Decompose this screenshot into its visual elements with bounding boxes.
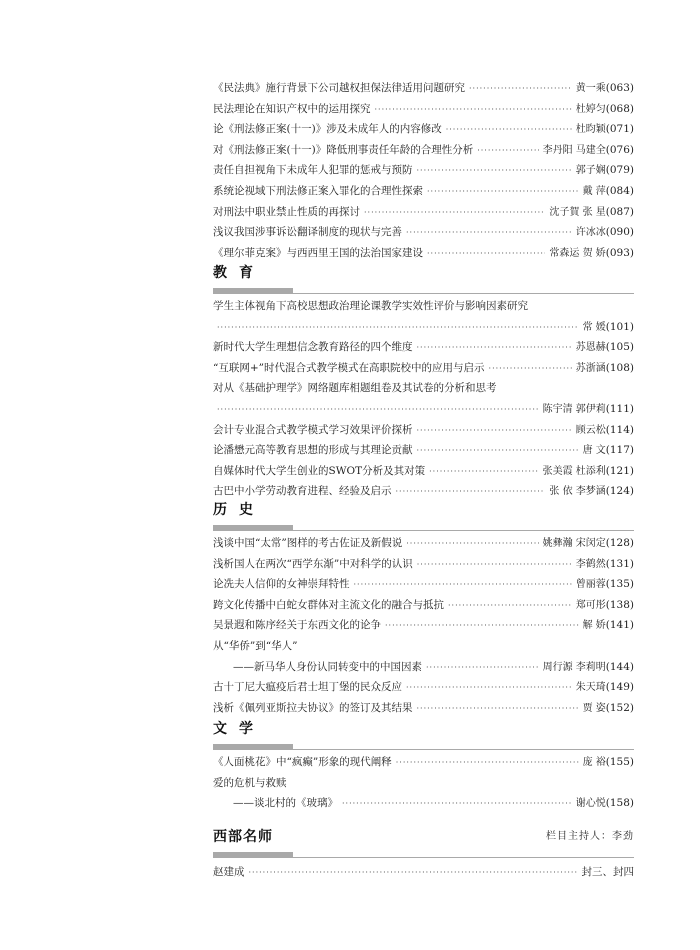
leader-dots [417, 338, 572, 359]
entry-page-number: (144) [605, 660, 634, 673]
leader-dots [417, 421, 572, 442]
entry-author: 常森运 贺 娇 [549, 247, 606, 259]
toc-entry [213, 554, 634, 575]
toc-entry [213, 862, 634, 883]
entry-author: 苏浙涵 [575, 362, 606, 374]
section-title: 教育 [213, 265, 265, 281]
section-mentors [213, 826, 634, 858]
toc-entry [213, 595, 634, 616]
toc-entry [213, 677, 634, 698]
section-literature [213, 718, 634, 750]
entry-page-number: (158) [605, 797, 634, 810]
toc-entry [213, 317, 634, 338]
entry-page-number: (068) [605, 102, 634, 115]
entry-author: 姚彝瀚 宋闵定 [542, 538, 606, 549]
entry-page-number: (138) [605, 598, 634, 611]
entry-author: 贾 姿 [582, 702, 606, 714]
entry-title: ——谈北村的《玻璃》 [233, 797, 338, 810]
toc-entry [213, 140, 634, 161]
entry-author: 沈子賀 张 星 [549, 206, 606, 218]
leader-dots [375, 100, 572, 121]
entry-page-number: (152) [605, 701, 634, 714]
toc-entry [213, 698, 634, 719]
entry-author: 顾云松 [575, 424, 606, 436]
entry-page-number: (090) [605, 226, 634, 239]
entry-title: 论潘懋元高等教育思想的形成与其理论贡献 [213, 444, 413, 457]
leader-dots [364, 203, 545, 224]
entry-title: 系统论视域下刑法修正案入罪化的合理性探索 [213, 184, 423, 197]
entry-author: 常 媛 [582, 321, 606, 333]
section-rule [213, 525, 634, 531]
entry-author: 谢心悦 [575, 798, 606, 810]
entry-title: 爱的危机与救赎 [213, 776, 287, 789]
section-history [213, 499, 634, 531]
leader-dots [477, 141, 538, 162]
entry-page-number: (155) [605, 756, 634, 768]
entry-page-number: (114) [605, 423, 634, 436]
toc-entry [213, 636, 634, 657]
entry-title: 对《刑法修正案(十一)》降低刑事责任年龄的合理性分析 [213, 143, 474, 156]
toc-entry [213, 461, 634, 482]
leader-dots [249, 863, 578, 884]
entry-page-number: (105) [605, 341, 634, 354]
leader-dots [417, 555, 572, 576]
toc-entry [213, 358, 634, 379]
entry-author: 杜昀颖 [575, 124, 606, 136]
entry-title: 《理尔菲克案》与西西里王国的法治国家建设 [213, 246, 423, 259]
entry-title: 古十丁尼大瘟疫后君士坦丁堡的民众反应 [213, 681, 402, 694]
toc-entry [213, 378, 634, 399]
entry-title: 从“华侨”到“华人” [213, 639, 298, 652]
entry-title: 浅议我国涉事诉讼翻译制度的现状与完善 [213, 226, 402, 239]
entry-page-number: (101) [605, 320, 634, 333]
entry-author: 陈宇清 郭伊莉 [542, 403, 606, 415]
entry-page-number: (121) [605, 464, 634, 477]
leader-dots [406, 678, 572, 699]
entry-title: 对从《基础护理学》网络题库相题组卷及其试卷的分析和思考 [213, 382, 497, 395]
section-title: 西部名师 [213, 829, 273, 845]
leader-dots [217, 318, 579, 339]
leader-dots [217, 400, 539, 421]
toc-entry [213, 574, 634, 595]
toc-entry [213, 793, 634, 814]
education-list [213, 296, 634, 502]
toc-entry [213, 202, 634, 223]
entry-author: 唐 文 [582, 445, 606, 457]
entry-page-number: (117) [605, 444, 634, 457]
entry-page-number: (093) [605, 246, 634, 259]
entry-author: 杜婷匀 [575, 103, 606, 115]
entry-title: 浅析《佩列亚斯拉夫协议》的签订及其结果 [213, 701, 413, 714]
leader-dots [385, 616, 579, 637]
entry-title: 《人面桃花》中“疯癫”形象的现代阐释 [213, 756, 392, 768]
entry-author: 黄一乘 [575, 83, 606, 94]
leader-dots [396, 753, 579, 774]
leader-dots [489, 359, 572, 380]
entry-title: 会计专业混合式教学模式学习效果评价探析 [213, 423, 413, 436]
section-rule [213, 744, 634, 750]
entry-page-number: (149) [605, 681, 634, 694]
toc-entry [213, 399, 634, 420]
toc-entry [213, 615, 634, 636]
toc-entry [213, 99, 634, 120]
entry-page-number: (063) [605, 82, 634, 94]
entry-title: 跨文化传播中白蛇女群体对主流文化的融合与抵抗 [213, 598, 444, 611]
entry-author: 李丹阳 马建全 [542, 144, 606, 156]
leader-dots [417, 161, 572, 182]
entry-author: 周行源 李莉明 [542, 661, 606, 673]
entry-page-number: (131) [605, 557, 634, 570]
section-education [213, 262, 634, 294]
entry-title: 论冼夫人信仰的女神崇拜特性 [213, 578, 350, 591]
toc-entry [213, 160, 634, 181]
leader-dots [417, 441, 579, 462]
leader-dots [417, 699, 579, 720]
toc-entry [213, 533, 634, 554]
entry-author: 戴 萍 [582, 185, 606, 197]
toc-entry [213, 296, 634, 317]
section-rule [213, 288, 634, 294]
entry-title: ——新马华人身份认同转变中的中国因素 [233, 660, 422, 673]
leader-dots [446, 120, 572, 141]
section-title: 文学 [213, 721, 265, 737]
law-list [213, 78, 634, 263]
entry-author: 庞 裕 [582, 757, 606, 768]
entry-author: 郑可彤 [575, 599, 606, 611]
entry-page-number: (071) [605, 123, 634, 136]
toc-entry [213, 440, 634, 461]
entry-title: 新时代大学生理想信念教育路径的四个维度 [213, 341, 413, 354]
history-list [213, 533, 634, 718]
entry-title: 责任自担视角下未成年人犯罪的惩戒与预防 [213, 164, 413, 177]
toc-entry [213, 78, 634, 99]
entry-author: 解 娇 [582, 620, 606, 632]
leader-dots [448, 596, 572, 617]
leader-dots [429, 462, 538, 483]
leader-dots [406, 223, 572, 244]
entry-page-number: (111) [605, 402, 634, 415]
entry-page-number: (076) [605, 143, 634, 156]
toc-entry [213, 243, 634, 264]
toc-entry [213, 773, 634, 794]
entry-author: 许冰冰 [575, 227, 606, 239]
entry-author: 李鹤然 [575, 558, 606, 570]
entry-author: 张 依 李梦涵 [549, 486, 606, 498]
toc-entry [213, 420, 634, 441]
entry-page-number: (079) [605, 164, 634, 177]
entry-author: 郭子娴 [575, 165, 606, 177]
entry-title: 自媒体时代大学生创业的SWOT分析及其对策 [213, 464, 426, 477]
mentor-list [213, 862, 634, 883]
entry-page-number: (141) [605, 619, 634, 632]
entry-title: 浅析国人在两次“西学东渐”中对科学的认识 [213, 557, 413, 570]
entry-title: 吴景遐和陈序经关于东西文化的论争 [213, 619, 381, 632]
toc-entry [213, 222, 634, 243]
toc-entry [213, 181, 634, 202]
leader-dots [354, 575, 572, 596]
toc-entry [213, 119, 634, 140]
entry-title: 论《刑法修正案(十一)》涉及未成年人的内容修改 [213, 123, 442, 136]
toc-entry [213, 752, 634, 773]
toc-entry [213, 657, 634, 678]
entry-title: “互联网+”时代混合式教学模式在高职院校中的应用与启示 [213, 361, 485, 374]
entry-title: 《民法典》施行背景下公司越权担保法律适用问题研究 [213, 82, 465, 94]
section-rule [213, 852, 634, 858]
section-title: 历史 [213, 502, 265, 518]
column-host-note: 栏目主持人：李劲 [546, 831, 634, 842]
entry-page-number: (128) [605, 537, 634, 549]
literature-list [213, 752, 634, 814]
entry-author: 朱天琦 [575, 682, 606, 694]
leader-dots [427, 182, 579, 203]
entry-page-number: (124) [605, 485, 634, 498]
leader-dots [342, 794, 572, 815]
entry-page-number: (084) [605, 184, 634, 197]
entry-title: 学生主体视角下高校思想政治理论课教学实效性评价与影响因素研究 [213, 300, 528, 312]
leader-dots [406, 534, 538, 555]
toc-entry [213, 337, 634, 358]
entry-author: 苏恩赫 [575, 342, 606, 354]
entry-page-number: (087) [605, 205, 634, 218]
entry-title: 浅谈中国“太常”图样的考古佐证及新假说 [213, 537, 403, 549]
leader-dots [469, 79, 572, 100]
entry-author: 曾丽蓉 [575, 579, 606, 591]
entry-page-number: (108) [605, 361, 634, 374]
leader-dots [426, 658, 539, 679]
entry-title: 赵建成 [213, 866, 245, 878]
entry-author: 张美霞 杜添利 [542, 465, 606, 477]
entry-page-number: 封三、封四 [581, 866, 634, 878]
entry-title: 对刑法中职业禁止性质的再探讨 [213, 205, 360, 218]
entry-title: 民法理论在知识产权中的运用探究 [213, 102, 371, 115]
entry-title: 古巴中小学劳动教育进程、经验及启示 [213, 485, 392, 498]
entry-page-number: (135) [605, 578, 634, 591]
